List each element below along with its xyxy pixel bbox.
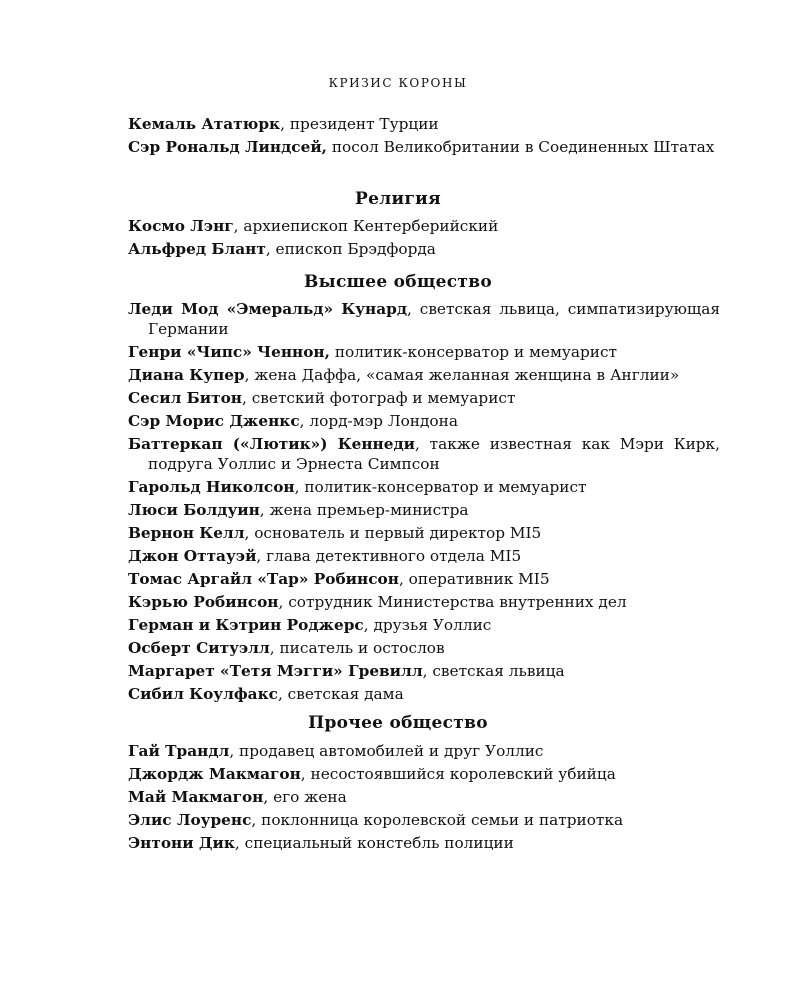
person-name: Джордж Макмагон — [128, 765, 301, 783]
person-description: , жена премьер-министра — [259, 501, 469, 519]
person-name: Диана Купер — [128, 366, 245, 384]
list-item — [128, 434, 720, 474]
religion-list — [128, 216, 720, 262]
list-item — [128, 137, 720, 157]
person-name: Сэр Морис Дженкс — [128, 412, 300, 430]
person-description: , президент Турции — [280, 115, 439, 133]
person-description: , несостоявшийся королевский убийца — [300, 765, 616, 783]
section-heading-religion: Религия — [355, 189, 441, 209]
person-description: , архиепископ Кентерберийский — [233, 217, 499, 235]
person-description: , светский фотограф и мемуарист — [241, 389, 516, 407]
person-name: Генри «Чипс» Ченнон, — [128, 343, 330, 361]
person-name: Космо Лэнг — [128, 217, 234, 235]
list-item — [128, 216, 720, 236]
person-description: , светская львица — [422, 662, 565, 680]
person-name: Джон Оттауэй — [128, 547, 257, 565]
person-description: , светская львица, симпатизирующая Германии — [148, 300, 720, 338]
list-item — [128, 500, 720, 520]
person-name: Кемаль Ататюрк — [128, 115, 281, 133]
person-description: , его жена — [263, 788, 347, 806]
person-name: Сесил Битон — [128, 389, 242, 407]
person-name: Осберт Ситуэлл — [128, 639, 270, 657]
person-name: Элис Лоуренс — [128, 811, 252, 829]
person-description: , друзья Уоллис — [363, 616, 492, 634]
person-description: , политик-консерватор и мемуарист — [294, 478, 587, 496]
person-description: , лорд-мэр Лондона — [299, 412, 458, 430]
person-description: посол Великобритании в Соединенных Штатах — [327, 138, 715, 156]
person-name: Энтони Дик — [128, 834, 235, 852]
list-item — [128, 114, 720, 134]
list-item — [128, 239, 720, 259]
person-name: Баттеркап («Лютик») Кеннеди — [128, 435, 416, 453]
person-name: Гарольд Николсон — [128, 478, 295, 496]
list-item — [128, 411, 720, 431]
list-item — [128, 365, 720, 385]
list-item — [128, 661, 720, 681]
high-society-list — [128, 299, 720, 707]
person-description: , оперативник MI5 — [398, 570, 550, 588]
list-item — [128, 833, 720, 853]
list-item — [128, 638, 720, 658]
section-heading-high-society: Высшее общество — [303, 272, 492, 292]
other-society-list — [128, 741, 720, 856]
person-description: , жена Даффа, «самая желанная женщина в Англии» — [244, 366, 680, 384]
list-item — [128, 615, 720, 635]
list-item — [128, 342, 720, 362]
list-item — [128, 787, 720, 807]
person-description: , основатель и первый директор MI5 — [244, 524, 542, 542]
list-item — [128, 764, 720, 784]
person-name: Люси Болдуин — [128, 501, 260, 519]
list-item — [128, 592, 720, 612]
section-heading-other-society: Прочее общество — [308, 713, 488, 733]
person-name: Герман и Кэтрин Роджерс — [128, 616, 364, 634]
person-name: Маргарет «Тетя Мэгги» Гревилл — [128, 662, 423, 680]
person-name: Леди Мод «Эмеральд» Кунард — [128, 300, 408, 318]
person-description: , сотрудник Министерства внутренних дел — [278, 593, 627, 611]
list-item — [128, 810, 720, 830]
running-head: КРИЗИС КОРОНЫ — [328, 76, 468, 90]
person-name: Сэр Рональд Линдсей, — [128, 138, 327, 156]
person-name: Альфред Блант — [128, 240, 266, 258]
person-description: , глава детективного отдела MI5 — [256, 547, 522, 565]
person-description: , епископ Брэдфорда — [265, 240, 436, 258]
list-item — [128, 523, 720, 543]
person-description: , специальный констебль полиции — [234, 834, 514, 852]
person-name: Май Макмагон — [128, 788, 264, 806]
person-name: Кэрью Робинсон — [128, 593, 279, 611]
list-item — [128, 299, 720, 339]
list-item — [128, 546, 720, 566]
person-description: , писатель и остослов — [269, 639, 445, 657]
list-item — [128, 388, 720, 408]
list-item — [128, 684, 720, 704]
person-name: Вернон Келл — [128, 524, 245, 542]
person-description: , также известная как Мэри Кирк, подруга Уоллис и Эрнеста Симпсон — [148, 435, 720, 473]
person-name: Томас Аргайл «Тар» Робинсон — [128, 570, 399, 588]
person-name: Сибил Коулфакс — [128, 685, 278, 703]
person-description: политик-консерватор и мемуарист — [329, 343, 618, 361]
person-description: , продавец автомобилей и друг Уоллис — [229, 742, 544, 760]
list-item — [128, 569, 720, 589]
person-description: , светская дама — [277, 685, 404, 703]
list-item — [128, 741, 720, 761]
politics-list — [128, 114, 720, 160]
person-description: , поклонница королевской семьи и патриотка — [251, 811, 624, 829]
list-item — [128, 477, 720, 497]
person-name: Гай Трандл — [128, 742, 230, 760]
